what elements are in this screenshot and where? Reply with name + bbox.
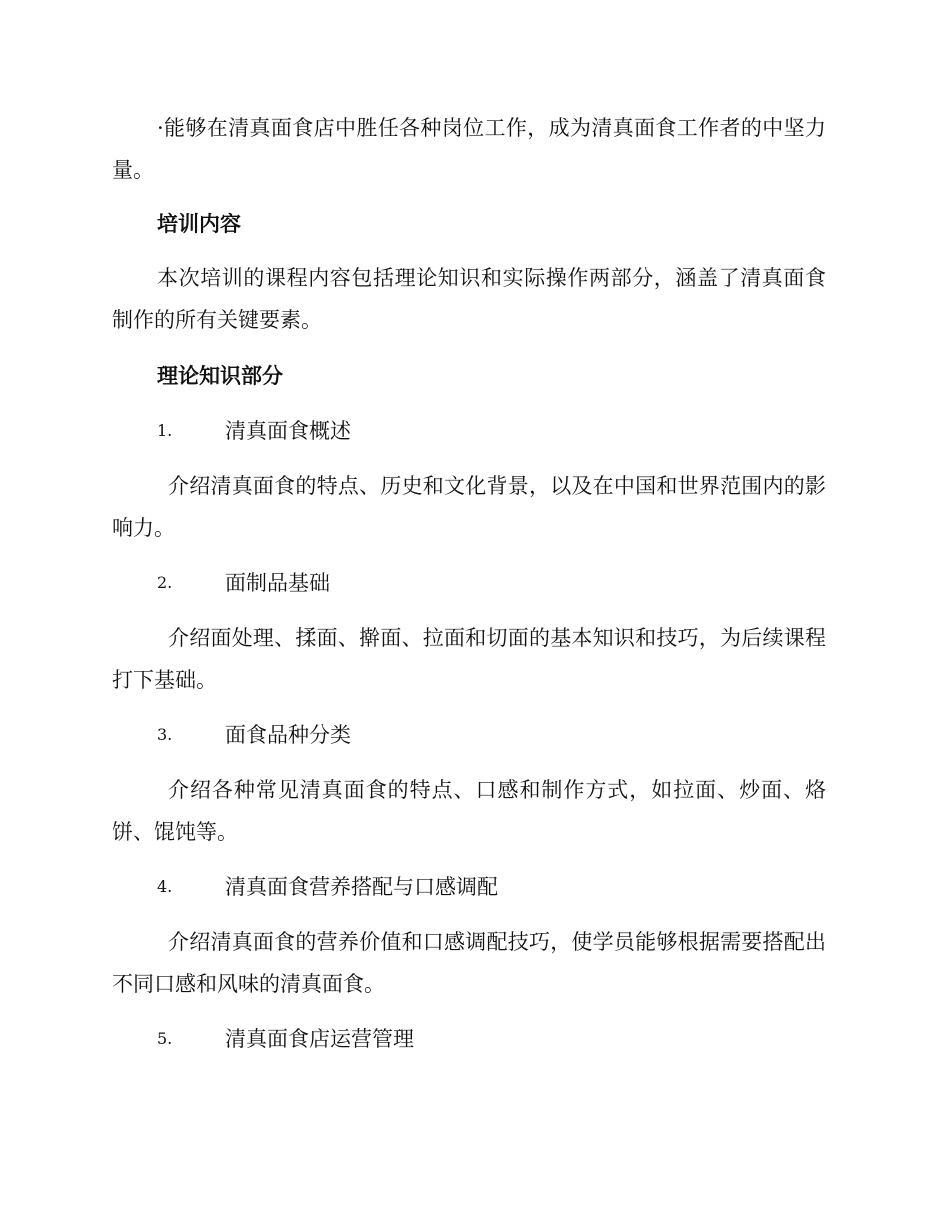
list-item-title: 清真面食营养搭配与口感调配 <box>225 875 498 899</box>
list-item-description: 介绍各种常见清真面食的特点、口感和制作方式，如拉面、炒面、烙饼、馄饨等。 <box>112 778 826 844</box>
intro-bullet-paragraph: ·能够在清真面食店中胜任各种岗位工作，成为清真面食工作者的中坚力量。 <box>112 116 826 182</box>
list-item-title: 清真面食店运营管理 <box>225 1027 414 1051</box>
list-item-number: 3. <box>157 725 173 744</box>
list-item-description: 介绍面处理、揉面、擀面、拉面和切面的基本知识和技巧，为后续课程打下基础。 <box>112 626 826 692</box>
list-item-number: 5. <box>157 1029 173 1048</box>
list-item-number: 2. <box>157 573 173 592</box>
list-item-title: 面食品种分类 <box>225 723 351 747</box>
list-item-number: 1. <box>157 421 173 440</box>
training-body-paragraph: 本次培训的课程内容包括理论知识和实际操作两部分，涵盖了清真面食制作的所有关键要素。 <box>112 266 826 332</box>
section-heading-theory: 理论知识部分 <box>157 363 283 388</box>
list-item-title: 面制品基础 <box>225 571 330 595</box>
list-item-description: 介绍清真面食的营养价值和口感调配技巧，使学员能够根据需要搭配出不同口感和风味的清真面食。 <box>112 930 826 996</box>
list-item-number: 4. <box>157 877 173 896</box>
list-item-description: 介绍清真面食的特点、历史和文化背景，以及在中国和世界范围内的影响力。 <box>112 474 826 540</box>
section-heading-training: 培训内容 <box>157 211 241 236</box>
list-item-title: 清真面食概述 <box>225 419 351 443</box>
